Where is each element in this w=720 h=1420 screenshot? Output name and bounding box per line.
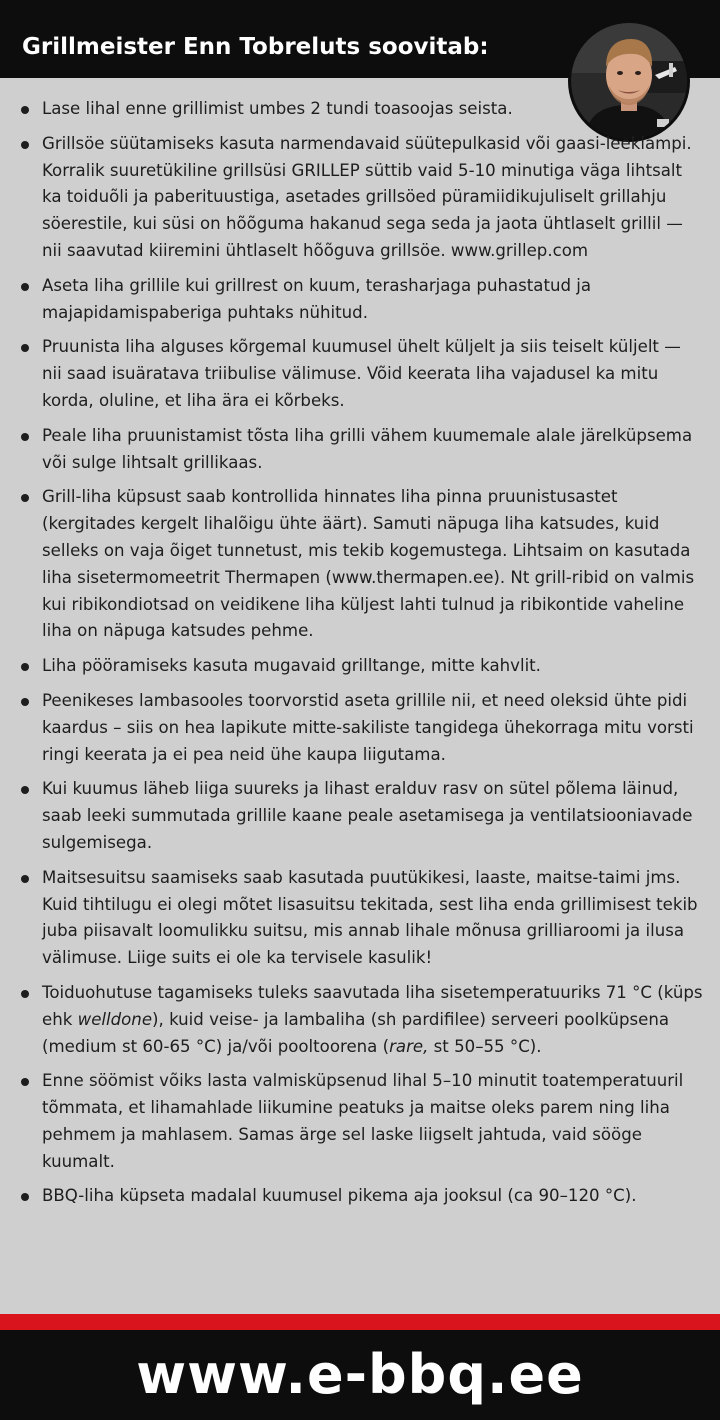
website-link[interactable]: www.e-bbq.ee: [136, 1343, 584, 1406]
tip-item: [0, 980, 720, 1060]
tip-text: Peale liha pruunistamist tõsta liha grilli vähem kuumemale alale järelküpsema või sulge lihtsalt grillikaas.: [42, 425, 693, 472]
tips-list: [0, 96, 720, 1210]
tip-text: Grill-liha küpsust saab kontrollida hinnates liha pinna pruunistusastet (kergitades kergelt lihalõigu ühte äärt). Samuti näpuga liha katsudes, kuid selleks on vaja õiget tunnetust, mis tekib kogemustega. Lihtsaim on kasutada liha sisetermomeetrit Thermapen (www.thermapen.ee). Nt grill-ribid on valmis kui ribikondiotsad on veidikene liha küljest lahti tulnud ja ribikontide vaheline liha on näpuga katsudes pehme.: [42, 487, 695, 641]
tip-item: [0, 688, 720, 768]
tip-text: Liha pööramiseks kasuta mugavaid grilltange, mitte kahvlit.: [42, 656, 541, 676]
tip-text: Pruunista liha alguses kõrgemal kuumusel ühelt küljelt ja siis teiselt küljelt — nii saad isuäratava triibulise välimuse. Võid keerata liha vajadusel ka mitu korda, oluline, et liha ära ei kõrbeks.: [42, 337, 681, 410]
tip-text: Lase lihal enne grillimist umbes 2 tundi toasoojas seista.: [42, 99, 513, 118]
tips-section: [0, 96, 720, 1218]
tip-item: [0, 1183, 720, 1210]
tip-text: Aseta liha grillile kui grillrest on kuum, terasharjaga puhastatud ja majapidamispaberiga puhtaks nühitud.: [42, 275, 592, 322]
tip-text: Maitsesuitsu saamiseks saab kasutada puutükikesi, laaste, maitse-taimi jms. Kuid tihtilugu ei olegi mõtet lisasuitsu tekitada, sest liha enda grillimisest tekib juba piisavalt loomulikku suitsu, mis annab lihale mõnusa grilliaroomi ja ilusa välimuse. Liige suits ei ole ka tervisele kasulik!: [42, 867, 698, 968]
page-title: Grillmeister Enn Tobreluts soovitab:: [22, 34, 489, 60]
tip-item: [0, 865, 720, 972]
red-divider: [0, 1314, 720, 1330]
tip-text: Kui kuumus läheb liiga suureks ja lihast eralduv rasv on sütel põlema läinud, saab leeki summutada grillile kaane peale asetamisega ja ventilatsiooniavade sulgemisega.: [42, 779, 693, 852]
tip-text: BBQ-liha küpseta madalal kuumusel pikema aja jooksul (ca 90–120 °C).: [42, 1186, 637, 1206]
tip-item: [0, 273, 720, 327]
tip-text: st 50–55 °C).: [428, 1036, 542, 1056]
tip-emphasis: rare,: [389, 1036, 429, 1056]
tip-item: [0, 131, 720, 265]
tip-item: [0, 484, 720, 645]
tip-item: [0, 1068, 720, 1175]
tip-item: [0, 423, 720, 477]
tip-text: Toiduohutuse tagamiseks tuleks saavutada liha sisetemperatuuriks 71 °C (küps ehk: [42, 982, 703, 1029]
tip-text: Peenikeses lambasooles toorvorstid aseta grillile nii, et need oleksid ühte pidi kaardus – siis on hea lapikute mitte-sakiliste tangidega ühekorraga mitu vorsti ringi keerata ja ei pea neid ühe kaupa liigutama.: [42, 690, 694, 764]
tip-text: ), kuid veise- ja lambaliha (sh pardifilee) serveeri poolküpsena (medium st 60-65 °C) ja/või pooltoorena (: [42, 1009, 670, 1056]
tip-text: Enne söömist võiks lasta valmisküpsenud lihal 5–10 minutit toatemperatuuril tõmmata, et lihamahlade liikumine peatuks ja maitse oleks parem ning liha pehmem ja mahlasem. Samas ärge sel laske liigselt jahtuda, vaid sööge kuumalt.: [42, 1071, 684, 1171]
footer-bar: [0, 1330, 720, 1420]
tip-item: [0, 96, 720, 123]
tip-text: Grillsöe süütamiseks kasuta narmendavaid süütepulkasid või gaasi-leeklampi. Korralik suuretükiline grillsüsi GRILLEP süttib vaid 5-10 minutiga väga lihtsalt ka toiduõli ja paberituustiga, asetades grillsöed püramiidikujuliselt grillahju söerestile, kui süsi on hõõguma hakanud sega seda ja jaota ühtlaselt grillil — nii saavutad kiiremini ühtlaselt hõõguva grillsöe. www.grillep.com: [42, 133, 692, 260]
tip-item: [0, 653, 720, 680]
tip-emphasis: welldone: [77, 1009, 153, 1029]
tip-item: [0, 776, 720, 856]
tip-item: [0, 334, 720, 414]
